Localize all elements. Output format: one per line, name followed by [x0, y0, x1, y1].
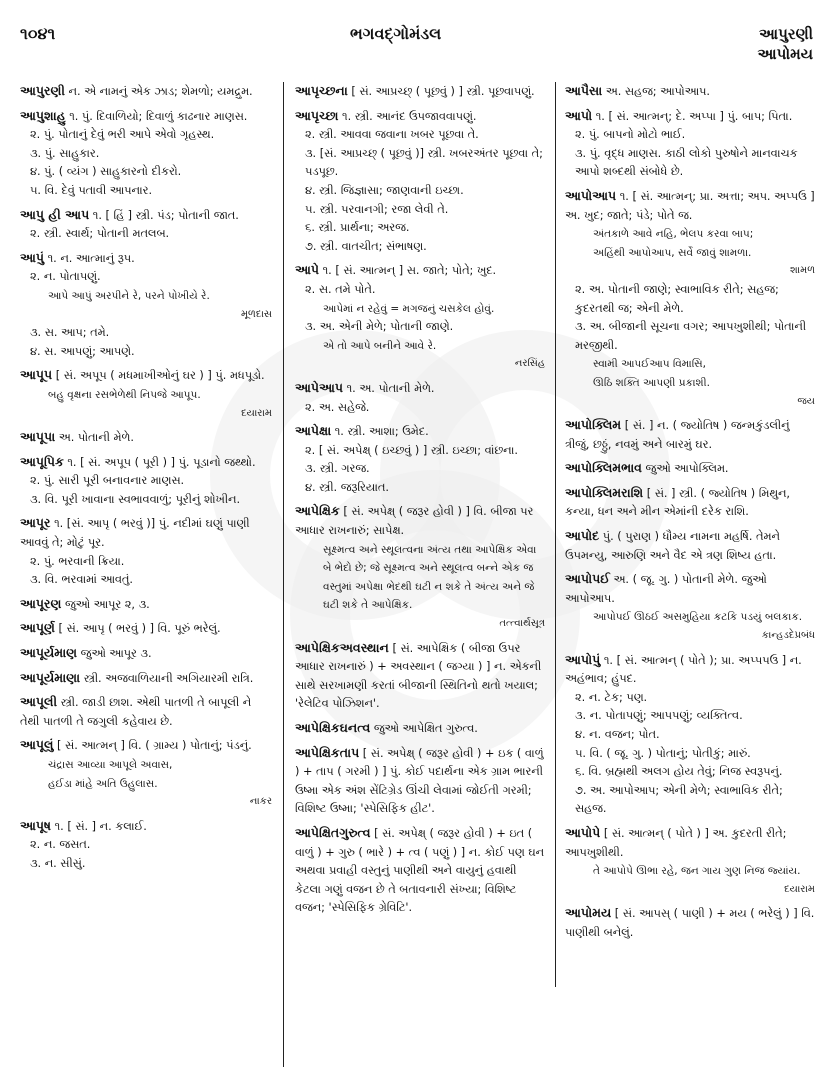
column-2	[295, 82, 545, 1072]
entry-line: આપૂરણ જુઓ આપૂર ૨, ૩.	[20, 595, 150, 611]
sense-line: ૩. વિ. ભરવામાં આવતું.	[30, 573, 133, 587]
dictionary-entry	[295, 824, 545, 918]
quotation-source: નરસિંહ	[514, 358, 545, 370]
headword: આપૈસા	[565, 83, 603, 98]
entry-line: આપૂર્ણ [ સં. આપૃ ( ભરવું ) ] વિ. પૂરું ભરેલું.	[20, 620, 221, 636]
headword: આપોપઈ	[565, 571, 610, 587]
headword: આપૂરણ	[20, 595, 62, 611]
entry-line: આપુ હી આપ ૧. [ હિં ] સ્ત્રી. પંડ; પોતાની જાત.	[20, 206, 239, 222]
entry-line: આપુરણી ન. એ નામનું એક ઝાડ; શેમળો; યમદ્રુમ.	[20, 83, 253, 98]
entry-line: આપું ૧. ન. આત્માનું રૂપ.	[20, 249, 135, 265]
dictionary-entry	[295, 719, 545, 739]
quotation: એ તો આપે બનીને આવે રે.	[323, 339, 437, 352]
entry-line: આપોદ પું. ( પુરાણ ) ધૌમ્ય નામના મહર્ષિ. તેમને ઉપમન્યુ, આરુણિ અને વૈદ એ ત્રણ શિષ્ય હતા.	[565, 528, 780, 562]
page-number: ૧૦૪૧	[20, 24, 56, 43]
headword: આપોપું	[565, 651, 601, 667]
dictionary-entry	[565, 527, 815, 565]
entry-line: આપોક્લિમ [ સં. ] ન. ( જ્યોતિષ ) જન્મકુંડલીનું ત્રીજું, છઠ્ઠું, નવમું અને બારમું ઘર.	[565, 417, 790, 451]
dictionary-entry	[565, 187, 815, 411]
headword: આપેક્ષિકઘનત્વ	[295, 720, 371, 735]
entry-line: આપૂપિક ૧. [ સં. અપૂપ ( પૂરી ) ] પું. પૂડાનો જથ્થો.	[20, 453, 256, 469]
headword: આપૂર્યમાણ	[20, 645, 78, 661]
dictionary-entry	[295, 379, 545, 417]
headword: આપૂપા	[20, 429, 56, 445]
entry-line: આપૂર્યમાણા સ્ત્રી. અજવાળિયાની અગિયારમી રાત્રિ.	[20, 669, 254, 685]
guide-word-first: આપુરણી	[759, 25, 813, 43]
quotation: આપે આપું અરપીને રે, પરને પોખીયે રે.	[48, 289, 210, 302]
sense-line: ૬. વિ. બ્રહ્મથી અલગ હોય તેવું; નિજ સ્વરૂપનું.	[575, 765, 783, 779]
sense-line: ૫. વિ. દેવું પતાવી આપનાર.	[30, 183, 153, 197]
headword: આપોક્લિમરાશિ	[565, 484, 644, 500]
quotation: સ્વામી આપઈઆપ વિમાસિ,	[593, 358, 706, 371]
headword: આપૂપ	[20, 367, 53, 383]
sense-line: ૭. સ્ત્રી. વાતચીત; સંભાષણ.	[305, 239, 427, 253]
book-title: ભગવદ્ગોમંડલ	[350, 24, 442, 43]
sense-line: ૩. પું. વૃદ્ધ માણસ. કાઠી લોકો પુરુષોને માનવાચક આપો શબ્દથી સંબોધે છે.	[575, 146, 798, 179]
quotation-source: શામળ	[789, 265, 815, 277]
entry-line: આપેઆપ ૧. અ. પોતાની મેળે.	[295, 379, 435, 395]
dictionary-entry	[565, 904, 815, 942]
entry-line: આપૂલું [ સં. આત્મન્ ] વિ. ( ગ્રામ્ય ) પોતાનું; પંડનું.	[20, 737, 252, 753]
dictionary-entry	[20, 644, 272, 664]
sense-line: ૩. અ. બીજાની સૂચના વગર; આપખુશીથી; પોતાની મરજીથી.	[575, 320, 807, 352]
sense-line: ૨. ન. પોતાપણું.	[30, 270, 101, 284]
entry-line: આપૂપા અ. પોતાની મેળે.	[20, 429, 134, 445]
guide-words	[758, 24, 813, 64]
quotation-source: કાન્હડદેપ્રબંધ	[761, 630, 815, 642]
column-divider	[555, 82, 556, 987]
headword: આપોમય	[565, 905, 612, 921]
quotation: હઈડા માંહે અતિ ઉહુલાસ.	[48, 777, 158, 790]
sense-line: ૨. અ. સહેજે.	[305, 400, 370, 414]
dictionary-entry	[20, 817, 272, 874]
entry-line: આપોપું ૧. [ સં. આત્મન્ ( પોતે ); પ્રા. અપ્પપઉ ] ન. અહંભાવ; હુંપદ.	[565, 651, 802, 686]
dictionary-entry	[565, 651, 815, 819]
headword: આપુ હી આપ	[20, 206, 90, 222]
headword: આપૃચ્છના	[295, 83, 348, 98]
entry-line: આપૃચ્છના [ સં. આપ્રચ્છ્ ( પૂછવું ) ] સ્ત્રી. પૂછવાપણું.	[295, 83, 535, 98]
dictionary-entry	[565, 416, 815, 454]
sense-line: ૪. સ. આપણું; આપણે.	[30, 344, 135, 358]
sense-line: ૨. અ. પોતાની જાણે; સ્વાભાવિક રીતે; સહજ; કુદરતથી જ; એની મેળે.	[575, 282, 779, 315]
dictionary-entry	[565, 459, 815, 479]
dictionary-entry	[295, 744, 545, 819]
dictionary-entry	[20, 366, 272, 423]
headword: આપેક્ષિતગુરુત્વ	[295, 824, 371, 840]
sense-line: ૩. સ્ત્રી. ગરજ.	[305, 462, 370, 476]
headword: આપેક્ષિકઅવસ્થાન	[295, 639, 389, 655]
sense-line: ૩. પું. સાહુકાર.	[30, 146, 100, 160]
headword: આપો	[565, 107, 593, 123]
headword: આપેક્ષા	[295, 423, 332, 439]
sense-line: ૨. પું. ભરવાની ક્રિયા.	[30, 554, 125, 568]
entry-line: આપેક્ષિતગુરુત્વ [ સં. અપેક્ષ્ ( જરૂર હોવી ) + ઇત ( વાળું ) + ગુરુ ( ભારે ) + ત્વ ( પણું ) ] ન. કોઈ પણ ઘન અથવા પ્રવાહી વસ્તુનું પાણીથી અને વાયુનું હવાથી કેટલા ગણું વજન છે તે બતાવનારી સંખ્યા; વિશિષ્ટ વજન; 'સ્પેસિફિક ગ્રેવિટિ'.	[295, 824, 545, 915]
dictionary-entry	[20, 249, 272, 362]
entry-line: આપૃચ્છા ૧. સ્ત્રી. આનંદ ઉપજાવવાપણું.	[295, 107, 477, 123]
quotation: ચંદ્રાસ આવ્યા આપૂલે અવાસ,	[48, 759, 173, 771]
dictionary-entry	[295, 639, 545, 714]
entry-line: આપૈસા અ. સહજ; આપોઆપ.	[565, 83, 710, 98]
dictionary-entry	[295, 107, 545, 257]
entry-line: આપેક્ષિકઅવસ્થાન [ સં. આપેક્ષિક ( બીજા ઉપર આધાર રાખનારું ) + અવસ્થાન ( જગ્યા ) ] ન. એકની સાથે સરખામણી કરતાં બીજાની સ્થિતિનો થતો ખયાલ; 'રેલેટિવ પોઝિશન'.	[295, 639, 542, 711]
quotation-source: તત્ત્વાર્થસૂત્ર	[499, 618, 545, 630]
sense-line: ૨. [ સં. અપેક્ષ્ ( ઇચ્છવું ) ] સ્ત્રી. ઇચ્છા; વાંછના.	[305, 443, 518, 457]
dictionary-entry	[20, 693, 272, 731]
page-header	[20, 18, 813, 68]
headword: આપૂપિક	[20, 453, 64, 469]
entry-line: આપે ૧. [ સં. આત્મન્ ] સ. જાતે; પોતે; ખુદ.	[295, 262, 497, 278]
headword: આપું	[20, 249, 45, 265]
entry-line: આપોઆપ ૧. [ સં. આત્મન્; પ્રા. અત્તા; અપ. અપ્પઉ ] અ. ખુદ; જાતે; પંડે; પોતે જ.	[565, 187, 815, 222]
quotation: તે આપોપે ઊભા રહે, જન ગાય ગુણ નિજ જ્યાંય.	[593, 865, 801, 878]
columns	[20, 82, 815, 1072]
entry-line: આપોક્લિમરાશિ [ સં. ] સ્ત્રી. ( જ્યોતિષ ) મિથુન, કન્યા, ધન અને મીન એમાંની દરેક રાશિ.	[565, 484, 791, 519]
sense-line: ૬. સ્ત્રી. પ્રાર્થના; અરજ.	[305, 221, 410, 235]
headword: આપૂર	[20, 515, 51, 531]
dictionary-entry	[565, 570, 815, 645]
dictionary-entry	[565, 484, 815, 522]
headword: આપોક્લિમભાવ	[565, 460, 642, 476]
sense-line: ૩. વિ. પૂરી ખાવાના સ્વભાવવાળું; પૂરીનું શોખીન.	[30, 492, 241, 506]
sense-line: ૩. [સં. આપ્રચ્છ્ ( પૂછવું )] સ્ત્રી. ખબરઅંતર પૂછવા તે; પડપૂછ.	[305, 146, 543, 179]
dictionary-entry	[20, 619, 272, 639]
sense-line: ૨. સ. તમે પોતે.	[305, 282, 376, 296]
headword: આપૂલું	[20, 737, 54, 753]
dictionary-entry	[20, 736, 272, 811]
sense-line: ૩. ન. પોતાપણું; આપપણું; વ્યક્તિત્વ.	[575, 709, 743, 723]
sense-line: ૨. પું. સારી પૂરી બનાવનાર માણસ.	[30, 474, 185, 488]
sense-line: ૪. ન. વજન; પોત.	[575, 728, 660, 741]
headword: આપૃચ્છા	[295, 107, 339, 123]
headword: આપોદ	[565, 528, 600, 544]
entry-line: આપો ૧. [ સં. આત્મન્; દે. અપ્પા ] પું. બાપ; પિતા.	[565, 107, 793, 123]
sense-line: ૭. અ. આપોઆપ; એની મેળે; સ્વાભાવિક રીતે; સહજ.	[575, 783, 783, 816]
entry-line: આપૂર ૧. [સં. આપૃ ( ભરવું )] પું. નદીમાં ઘણું પાણી આવવું તે; મોટું પૂર.	[20, 515, 250, 550]
quotation: આપેમાં ન રહેવું = મગજનું ચસકેલ હોવું.	[323, 302, 495, 315]
entry-line: આપુશાહુ ૧. પું. દિવાળિયો; દિવાળું કાઢનાર માણસ.	[20, 107, 248, 123]
headword: આપૂર્ણ	[20, 620, 55, 636]
quotation: બહુ વૃક્ષના રસભેળેથી નિપજે આપૂપ.	[48, 388, 201, 401]
column-1	[20, 82, 272, 1072]
quotation-source: દયારામ	[784, 883, 815, 895]
entry-line: આપેક્ષિકતાપ [ સં. અપેક્ષ્ ( જરૂર હોવી ) + ઇક ( વાળું ) + તાપ ( ગરમી ) ] પું. કોઈ પદાર્થના એક ગ્રામ ભારની ઉષ્મા એક અંશ સેંટિગ્રેડ ઊંચી લેવામાં જોઈતી ગરમી; વિશિષ્ટ ઉષ્મા; 'સ્પેસિફિક હીટ'.	[295, 744, 544, 816]
entry-line: આપૂલી સ્ત્રી. જાડી છાશ. એથી પાતળી તે બાપૂલી ને તેથી પાતળી તે જગુલી કહેવાય છે.	[20, 694, 252, 728]
sense-line: ૪. પું. ( વ્યંગ ) સાહુકારનો દીકરો.	[30, 165, 182, 179]
dictionary-entry	[295, 502, 545, 633]
quotation: ઊઠિ શક્તિ આપણી પ્રકાશી.	[593, 376, 710, 389]
column-divider	[283, 82, 284, 1067]
entry-line: આપૂષ ૧. [ સં. ] ન. કલાઈ.	[20, 817, 147, 833]
sense-line: ૫. સ્ત્રી. પરવાનગી; રજા લેવી તે.	[305, 202, 449, 216]
entry-line: આપોક્લિમભાવ જુઓ આપોક્લિમ.	[565, 460, 729, 476]
sense-line: ૩. સ. આપ; તમે.	[30, 326, 110, 340]
dictionary-entry	[20, 206, 272, 244]
dictionary-entry	[20, 514, 272, 589]
entry-line: આપેક્ષિક [ સં. અપેક્ષ્ ( જરૂર હોવી ) ] વિ. બીજા પર આધાર રાખનારું; સાપેક્ષ.	[295, 503, 534, 538]
headword: આપોક્લિમ	[565, 417, 622, 433]
sense-line: ૨. ન. ટેક; પણ.	[575, 690, 648, 704]
entry-line: આપોમય [ સં. આપસ્ ( પાણી ) + મય ( ભરેલું ) ] વિ. પાણીથી બનેલું.	[565, 905, 815, 939]
dictionary-entry	[20, 428, 272, 448]
sense-line: ૨. પું. પોતાનું દેવું ભરી આપે એવો ગૃહસ્થ.	[30, 128, 215, 142]
sense-line: ૨. સ્ત્રી. સ્વાર્થ; પોતાની મતલબ.	[30, 227, 170, 241]
headword: આપોઆપ	[565, 187, 617, 203]
guide-word-last: આપોમય	[757, 45, 813, 63]
headword: આપૂષ	[20, 817, 52, 833]
entry-line: આપોપઈ અ. ( જૂ. ગુ. ) પોતાની મેળે. જુઓ આપોઆપ.	[565, 571, 767, 605]
quotation-source: મૂળદાસ	[241, 308, 272, 320]
sense-line: ૪. સ્ત્રી. જિજ્ઞાસા; જાણવાની ઇચ્છા.	[305, 183, 464, 197]
dictionary-entry	[565, 824, 815, 899]
sense-line: ૫. વિ. ( જૂ. ગુ. ) પોતાનું; પોતીકું; મારું.	[575, 746, 751, 760]
dictionary-entry	[20, 453, 272, 510]
sense-line: ૩. ન. સીસું.	[30, 856, 86, 870]
entry-line: આપૂપ [ સં. અપૂપ ( મધમાખીઓનું ઘર ) ] પું. મધપૂડો.	[20, 367, 265, 383]
headword: આપૂર્યમાણા	[20, 669, 81, 685]
dictionary-entry	[295, 82, 545, 102]
entry-line: આપેક્ષિકઘનત્વ જુઓ આપેક્ષિત ગુરુત્વ.	[295, 720, 478, 735]
headword: આપુશાહુ	[20, 107, 66, 123]
dictionary-entry	[20, 82, 272, 102]
dictionary-entry	[295, 261, 545, 374]
dictionary-entry	[565, 82, 815, 102]
dictionary-entry	[20, 107, 272, 201]
quotation-source: જય	[797, 395, 815, 407]
headword: આપેક્ષિક	[295, 503, 340, 519]
quotation: આપોપઈ ઊઠઈ અસમુહિયા કટકિ પડયું બલકાક.	[593, 611, 803, 624]
sense-line: ૩. અ. એની મેળે; પોતાની જાણે.	[305, 320, 454, 334]
quotation: અહિંથી આપોઆપ, સર્વે જાવું શામળા.	[593, 246, 752, 259]
headword: આપેઆપ	[295, 379, 344, 395]
dictionary-entry	[20, 595, 272, 615]
headword: આપુરણી	[20, 83, 65, 98]
headword: આપૂલી	[20, 694, 58, 710]
sense-line: ૪. સ્ત્રી. જરૂરિયાત.	[305, 480, 389, 494]
column-3	[565, 82, 815, 1072]
dictionary-entry	[565, 107, 815, 182]
sense-line: ૨. ન. જસત.	[30, 838, 91, 852]
entry-line: આપોપે [ સં. આત્મન્ ( પોતે ) ] અ. કુદરતી રીતે; આપખુશીથી.	[565, 824, 787, 859]
sense-line: ૨. પું. બાપનો મોટો ભાઈ.	[575, 128, 686, 142]
entry-line: આપૂર્યમાણ જુઓ આપૂર ૩.	[20, 645, 152, 661]
headword: આપેક્ષિકતાપ	[295, 744, 360, 760]
headword: આપે	[295, 262, 320, 278]
quotation-source: દયારામ	[241, 407, 272, 419]
quotation-source: નાકર	[249, 796, 272, 808]
headword: આપોપે	[565, 824, 601, 840]
entry-line: આપેક્ષા ૧. સ્ત્રી. આશા; ઉમેદ.	[295, 423, 429, 439]
dictionary-entry	[20, 669, 272, 689]
sense-line: ૨. સ્ત્રી. આવવા જવાના ખબર પૂછવા તે.	[305, 128, 479, 142]
quotation: અંતકાળે આવે નહિ, ભેલપ કરવા બાપ;	[593, 228, 754, 241]
quotation: સૂક્ષ્મત્વ અને સ્થૂલત્વના અંત્ય તથા આપેક્ષિક એવા બે ભેદો છે; જે સૂક્ષ્મત્વ અને સ્થૂલત્વ બન્ને એક જ વસ્તુમાં અપેક્ષા ભેદથી ઘટી ન શકે તે અંત્ય અને જે ઘટી શકે તે આપેક્ષિક.	[323, 543, 537, 612]
dictionary-entry	[295, 422, 545, 497]
